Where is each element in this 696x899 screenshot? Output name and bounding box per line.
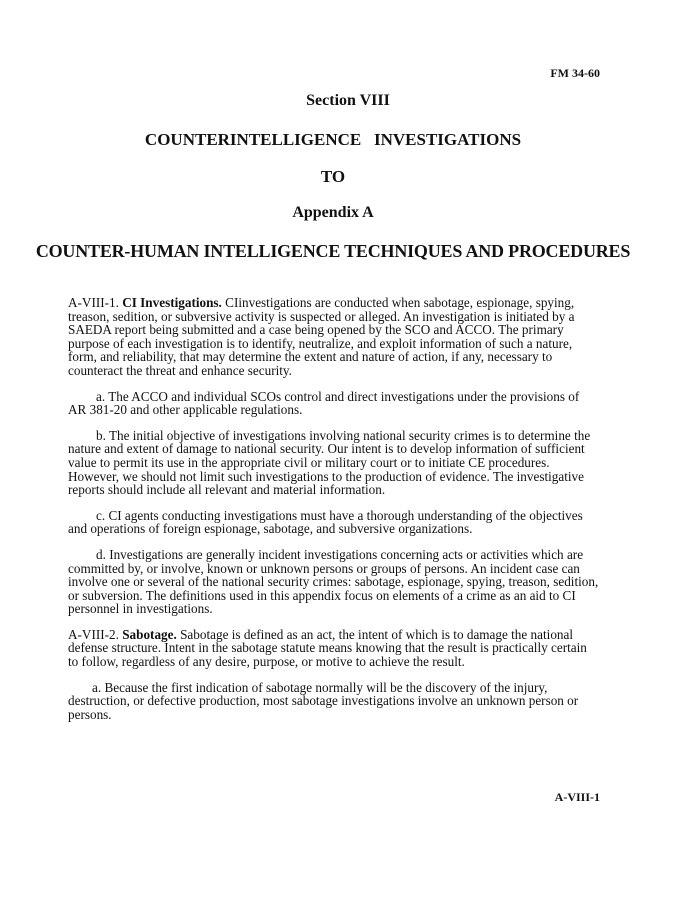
paragraph-1b: b. The initial objective of investigations involving national security crimes is to determine the nature and extent of damage to national security. Our intent is to develop information of sufficient value to permit its use in the appropriate civil or military court or to initiate CE procedures. However, we should not limit such investigations to the production of evidence. The investigative reports should include all relevant and material information. <box>68 427 591 498</box>
document-id: FM 34-60 <box>550 66 600 80</box>
to-line: TO <box>320 167 346 186</box>
appendix-title: Appendix A <box>292 204 374 221</box>
paragraph-a-viii-1 <box>68 296 600 378</box>
paragraph-a-viii-2 <box>68 628 600 669</box>
paragraph-prefix: A-VIII-2. <box>68 626 123 642</box>
paragraph-2a: a. Because the first indication of sabotage normally will be the discovery of the injury, destruction, or defective production, most sabotage investigations involve an unknown person or persons. <box>68 679 579 722</box>
paragraph-1a: a. The ACCO and individual SCOs control and direct investigations under the provisions of AR 381-20 and other applicable regulations. <box>68 388 580 418</box>
section-heading: Section VIII <box>306 92 390 109</box>
paragraph-text: Sabotage is defined as an act, the intent of which is to damage the national defense structure. Intent in the sabotage statute means knowing that the result is practically certain to follow, regardless of any desire, purpose, or motive to achieve the result. <box>68 626 587 670</box>
paragraph-1c: c. CI agents conducting investigations must have a thorough understanding of the objectives and operations of foreign espionage, sabotage, and subversive organizations. <box>68 507 583 537</box>
paragraph-label: CI Investigations. <box>122 295 222 310</box>
paragraph-text: CIinvestigations are conducted when sabotage, espionage, spying, treason, sedition, or subversive activity is suspected or alleged. An investigation is initiated by a SAEDA report being submitted and a case being opened by the SCO and ACCO. The primary purpose of each investigation is to identify, neutralize, and exploit information of such a nature, form, and reliability, that may determine the extent and nature of action, if any, necessary to counteract the threat and enhance security. <box>68 295 575 378</box>
main-title: COUNTER-HUMAN INTELLIGENCE TECHNIQUES AND PROCEDURES <box>35 241 631 261</box>
page-number: A-VIII-1 <box>554 790 600 804</box>
paragraph-prefix: A-VIII-1. <box>68 295 123 310</box>
body-text <box>68 296 600 733</box>
topic-title: COUNTERINTELLIGENCE INVESTIGATIONS <box>144 130 522 149</box>
paragraph-label: Sabotage. <box>122 626 177 642</box>
paragraph-1d: d. Investigations are generally incident investigations concerning acts or activities which are committed by, or involve, known or unknown persons or groups of persons. An incident case can involve one or several of the national security crimes: sabotage, espionage, spying, treason, sedition, or subversion. The definitions used in this appendix focus on elements of a crime as an aid to CI personnel in investigations. <box>68 546 599 617</box>
